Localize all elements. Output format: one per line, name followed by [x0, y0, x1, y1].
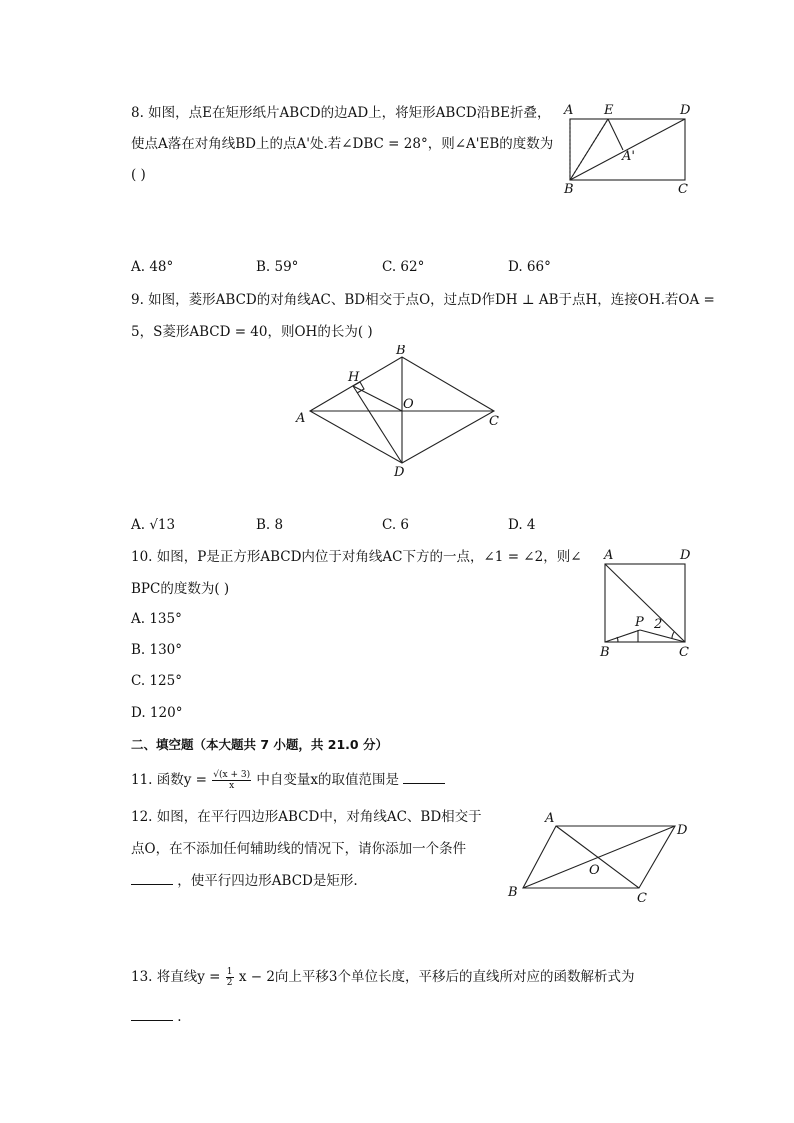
q9-option-c: C. 6 [382, 517, 410, 533]
q8-line1: 8. 如图，点E在矩形纸片ABCD的边AD上，将矩形ABCD沿BE折叠， [131, 105, 551, 121]
q10-option-a: A. 135° [131, 611, 182, 627]
q13-frac-den: 2 [226, 978, 233, 988]
q9-label-c: C [489, 414, 499, 429]
q8-option-d: D. 66° [508, 259, 551, 275]
q8-line3: ( ) [131, 167, 146, 183]
q9-figure [290, 345, 510, 480]
q9-line1: 9. 如图，菱形ABCD的对角线AC、BD相交于点O，过点D作DH ⊥ AB于点H，连接OH.若OA = [131, 292, 715, 308]
q9-label-d: D [394, 465, 405, 480]
q13-line2 [131, 1007, 182, 1027]
q11-frac-den: x [229, 781, 235, 791]
q13-line2-suffix: . [177, 1009, 182, 1025]
q12-label-o: O [589, 863, 600, 878]
q12-line3: ，使平行四边形ABCD是矩形. [177, 873, 358, 889]
q13-frac-num: 1 [226, 967, 233, 977]
section-fill-in-title: 二、填空题（本大题共 7 小题，共 21.0 分） [131, 737, 388, 752]
q10-figure [596, 546, 700, 660]
q9-label-o: O [403, 397, 414, 412]
q10-label-p: P [635, 615, 644, 630]
q13-line1 [131, 967, 635, 988]
q12-answer-blank[interactable] [131, 872, 173, 885]
q8-label-b: B [564, 182, 574, 197]
q8-option-c: C. 62° [382, 259, 425, 275]
q10-label-d: D [680, 548, 691, 563]
q10-diagonal-ac [605, 564, 685, 642]
q11-line [131, 770, 445, 791]
q9-dh [353, 386, 402, 463]
q10-label-a: A [604, 548, 614, 563]
q8-option-b: B. 59° [256, 259, 299, 275]
q8-label-c: C [678, 182, 688, 197]
q8-ea-prime [608, 119, 623, 150]
q10-bp [605, 630, 640, 642]
q8-label-a: A [564, 103, 574, 118]
q8-label-a-prime: A' [622, 149, 635, 164]
q10-label-c: C [679, 645, 689, 660]
q11-suffix: 中自变量x的取值范围是 [256, 772, 400, 788]
q10-option-c: C. 125° [131, 673, 182, 689]
q11-fraction [212, 770, 251, 791]
q8-label-e: E [604, 103, 614, 118]
q10-line1: 10. 如图，P是正方形ABCD内位于对角线AC下方的一点，∠1 = ∠2，则∠ [131, 549, 582, 565]
q12-line3-wrap [131, 871, 358, 891]
q9-label-h: H [348, 370, 360, 385]
q8-figure [560, 98, 700, 198]
q11-frac-num: √(x + 3) [213, 770, 251, 780]
q9-label-b: B [396, 345, 406, 358]
q13-suffix: x − 2向上平移3个单位长度，平移后的直线所对应的函数解析式为 [238, 969, 635, 985]
q12-line1: 12. 如图，在平行四边形ABCD中，对角线AC、BD相交于 [131, 809, 482, 825]
q10-line2: BPC的度数为( ) [131, 581, 230, 597]
q10-option-d: D. 120° [131, 705, 183, 721]
q9-option-b: B. 8 [256, 517, 284, 533]
q13-prefix: 13. 将直线y = [131, 969, 221, 985]
q10-label-angle2: 2 [654, 617, 663, 632]
q12-figure [505, 806, 697, 906]
q12-line2: 点O，在不添加任何辅助线的情况下，请你添加一个条件 [131, 841, 467, 857]
q12-diagonal-ac [556, 826, 639, 888]
q12-label-b: B [508, 885, 518, 900]
q10-option-b: B. 130° [131, 642, 183, 658]
q9-line2: 5，S菱形ABCD = 40，则OH的长为( ) [131, 324, 373, 340]
q13-fraction [226, 967, 234, 988]
q9-label-a: A [296, 411, 306, 426]
q8-label-d: D [680, 103, 691, 118]
q8-line2: 使点A落在对角线BD上的点A'处.若∠DBC = 28°，则∠A'EB的度数为 [131, 136, 554, 152]
q9-option-a: A. √13 [131, 517, 176, 533]
q12-label-c: C [637, 891, 647, 906]
q12-label-d: D [677, 823, 688, 838]
q12-diagonal-bd [523, 826, 675, 888]
q8-option-a: A. 48° [131, 259, 174, 275]
q11-answer-blank[interactable] [403, 771, 445, 784]
q13-answer-blank[interactable] [131, 1008, 173, 1021]
q12-label-a: A [545, 811, 555, 826]
q9-option-d: D. 4 [508, 517, 536, 533]
q11-prefix: 11. 函数y = [131, 772, 207, 788]
q10-label-b: B [600, 645, 610, 660]
